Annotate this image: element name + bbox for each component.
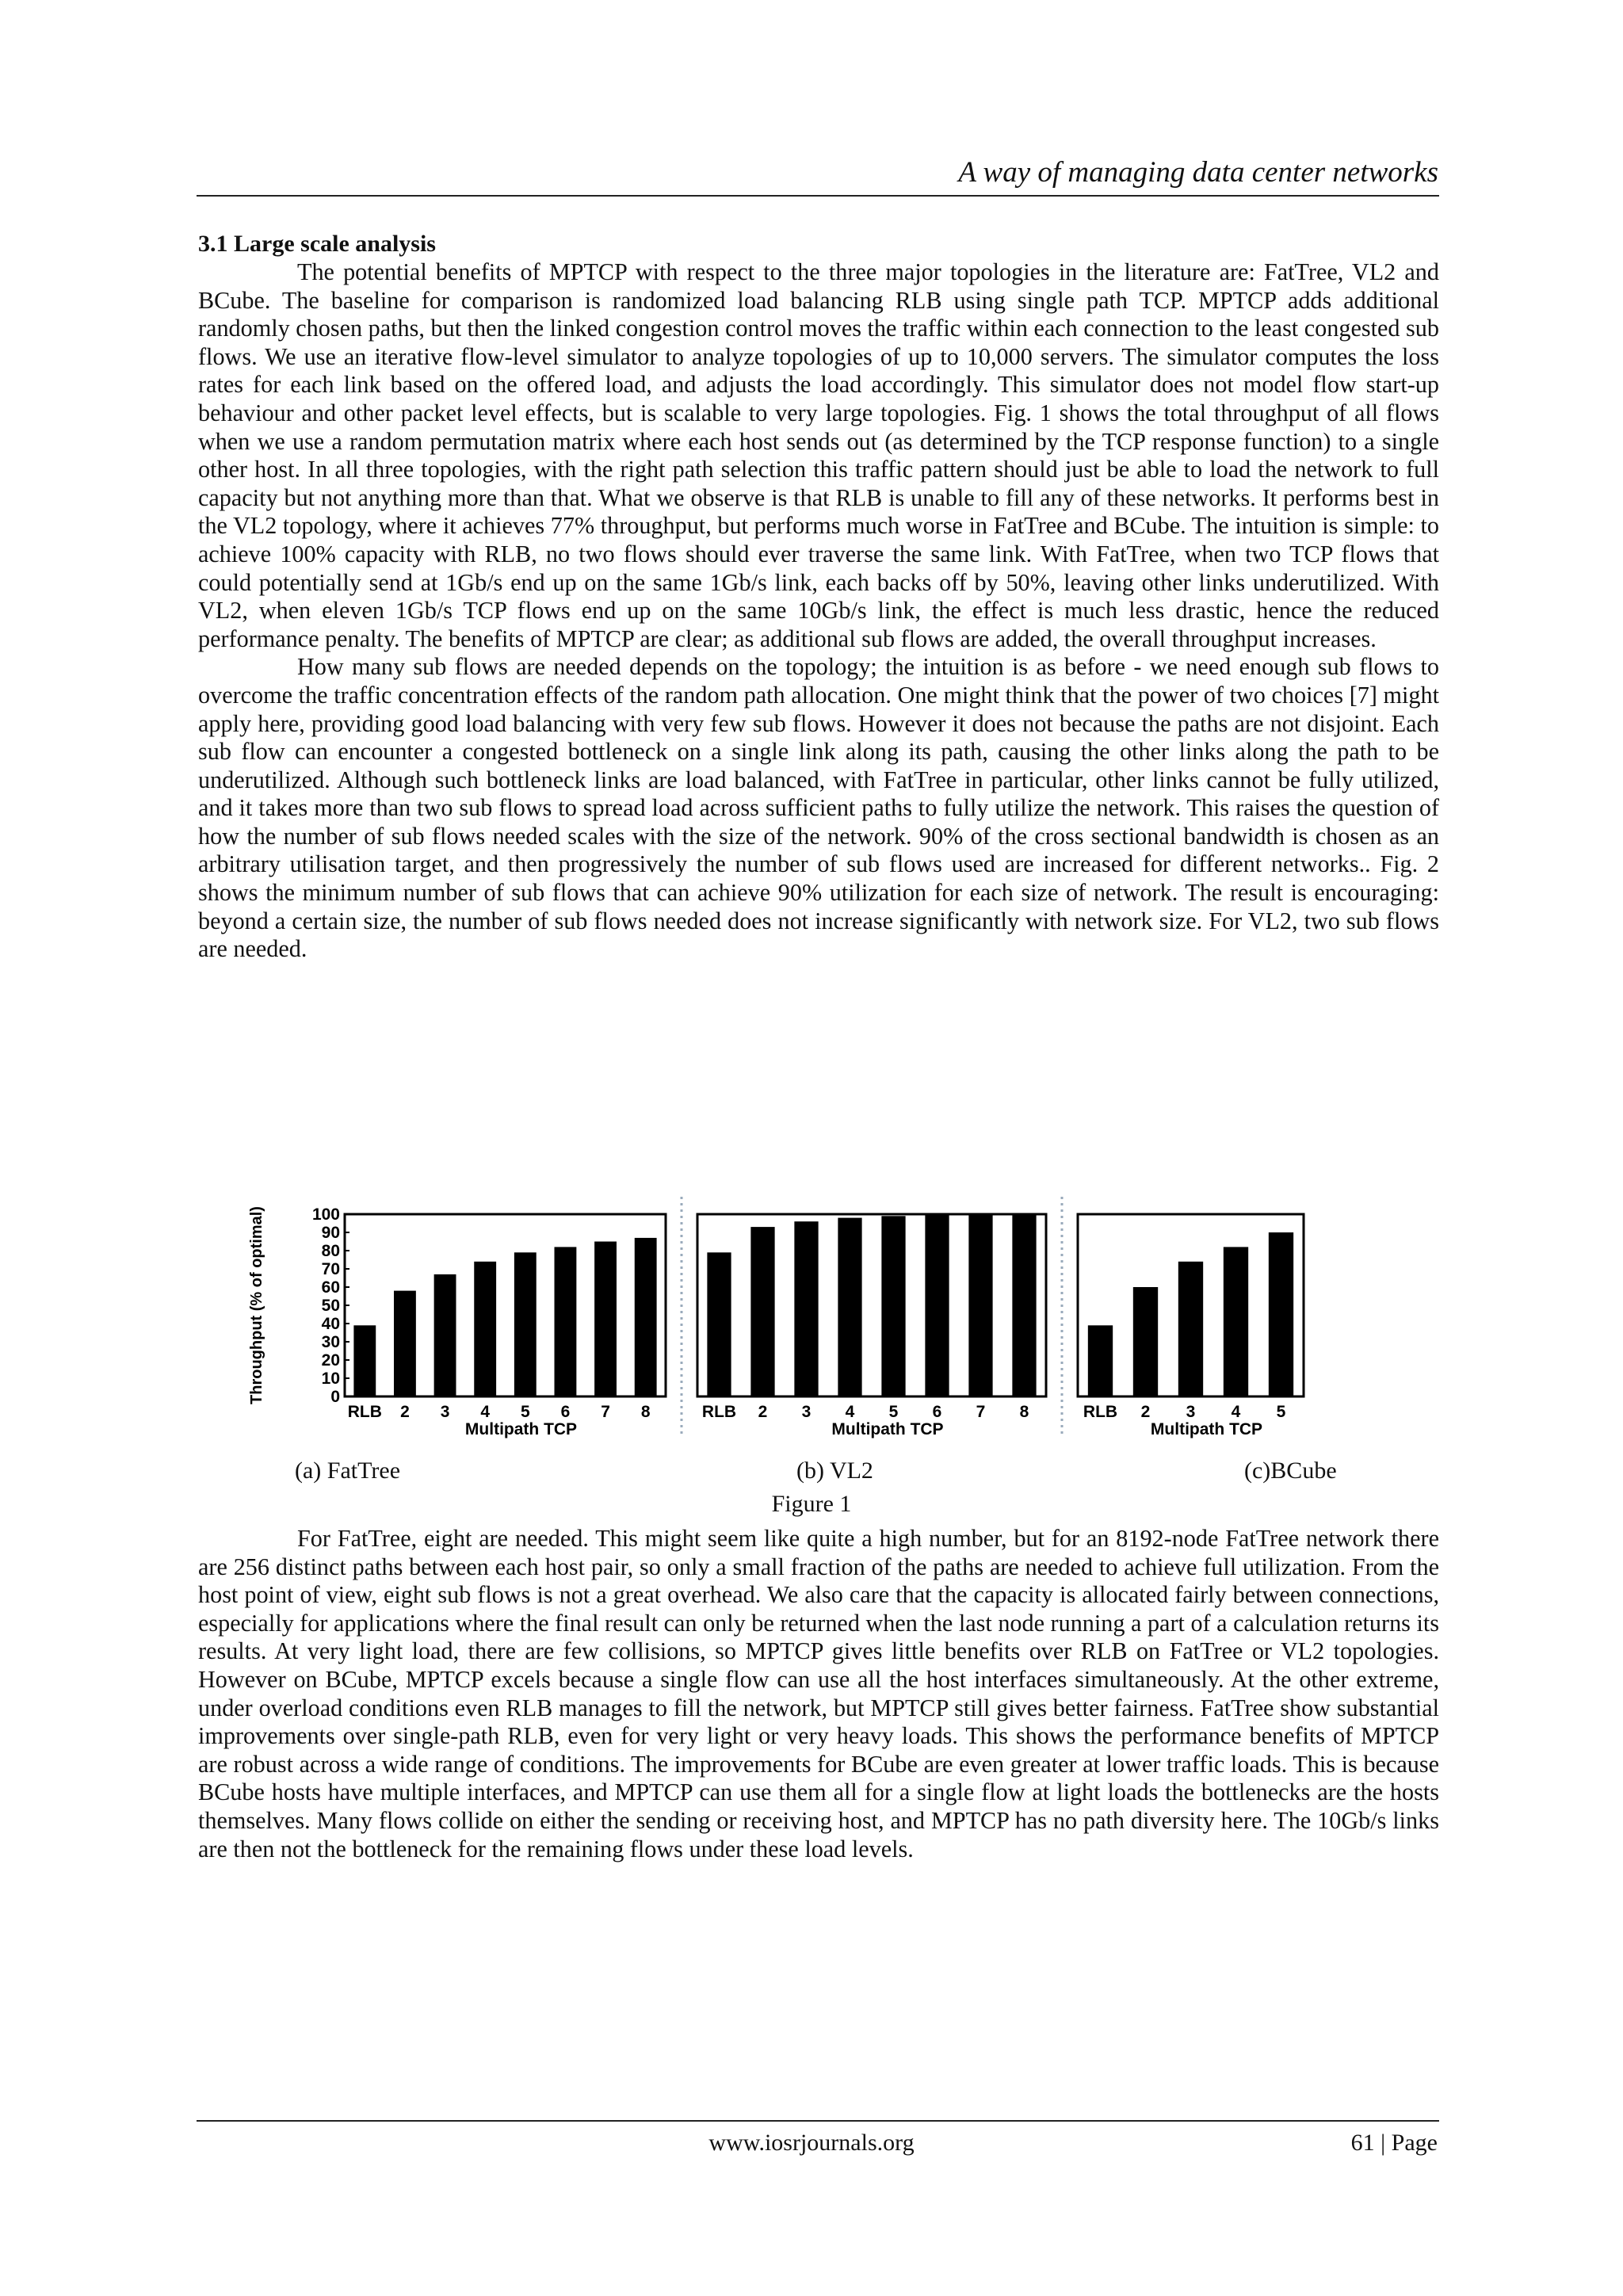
x-axis-label: Multipath TCP <box>464 1420 578 1438</box>
y-tick-label: 60 <box>321 1278 340 1297</box>
bar <box>1178 1262 1203 1396</box>
bar <box>555 1247 577 1396</box>
x-axis-label: Multipath TCP <box>1150 1420 1263 1438</box>
y-tick-label: 50 <box>321 1297 340 1315</box>
section-heading: 3.1 Large scale analysis <box>198 231 436 257</box>
x-tick-label: 6 <box>560 1403 571 1421</box>
y-tick-label: 90 <box>321 1224 340 1242</box>
bar <box>881 1216 905 1396</box>
y-tick-label: 10 <box>321 1370 340 1388</box>
bar <box>394 1291 416 1396</box>
plot-frame <box>345 1214 666 1396</box>
bar <box>514 1252 537 1396</box>
y-tick-label: 40 <box>321 1315 340 1333</box>
x-tick-label: 2 <box>1140 1403 1151 1421</box>
x-tick-label: 2 <box>758 1403 768 1421</box>
running-head: A way of managing data center networks <box>958 156 1438 189</box>
x-tick-label: 8 <box>1019 1403 1029 1421</box>
y-tick-label: 70 <box>321 1260 340 1278</box>
y-axis-label-group <box>248 1206 265 1404</box>
body-text-top <box>198 258 1439 964</box>
x-tick-label: 5 <box>1276 1403 1286 1421</box>
bar <box>838 1218 861 1396</box>
y-tick-label: 100 <box>311 1205 340 1224</box>
figure-1 <box>238 1197 1371 1458</box>
x-tick-label: 7 <box>601 1403 610 1421</box>
bar <box>1269 1232 1293 1396</box>
bar <box>925 1214 949 1396</box>
bar <box>1133 1287 1158 1396</box>
x-tick-label: 3 <box>440 1403 450 1421</box>
bar <box>635 1238 657 1396</box>
y-tick-label: 80 <box>321 1242 340 1260</box>
footer-rule <box>197 2120 1439 2122</box>
chart-panel-3 <box>1078 1214 1304 1438</box>
x-tick-label: RLB <box>1083 1403 1118 1421</box>
y-tick-label: 0 <box>330 1388 340 1406</box>
caption-vl2: (b) VL2 <box>796 1457 873 1484</box>
footer-url: www.iosrjournals.org <box>708 2130 915 2156</box>
bar <box>750 1227 774 1396</box>
x-tick-label: RLB <box>347 1403 382 1421</box>
y-axis-label: Throughput (% of optimal) <box>248 1206 265 1404</box>
paragraph: The potential benefits of MPTCP with respect to the three major topologies in the literature are: FatTree, VL2 and BCube. The baseline for comparison is randomized load balancing RLB using single path TCP. MPTCP adds additional randomly chosen paths, but then the linked congestion control moves the traffic within each connection to the least congested sub flows. We use an iterative flow-level simulator to analyze topologies of up to 10,000 servers. The simulator computes the loss rates for each link based on the offered load, and adjusts the load accordingly. This simulator does not model flow start-up behaviour and other packet level effects, but is scalable to very large topologies. Fig. 1 shows the total throughput of all flows when we use a random permutation matrix where each host sends out (as determined by the TCP response function) to a single other host. In all three topologies, with the right path selection this traffic pattern should just be able to load the network to full capacity but not anything more than that. What we observe is that RLB is unable to fill any of these networks. It performs best in the VL2 topology, where it achieves 77% throughput, but performs much worse in FatTree and BCube. The intuition is simple: to achieve 100% capacity with RLB, no two flows should ever traverse the same link. With FatTree, when two TCP flows that could potentially send at 1Gb/s end up on the same 1Gb/s link, each backs off by 50%, leaving other links underutilized. With VL2, when eleven 1Gb/s TCP flows end up on the same 10Gb/s link, the effect is much less drastic, hence the reduced performance penalty. The benefits of MPTCP are clear; as additional sub flows are added, the overall throughput increases. <box>198 258 1439 652</box>
page-number: 61 | Page <box>1350 2130 1438 2156</box>
bar <box>474 1262 496 1396</box>
x-tick-label: RLB <box>701 1403 737 1421</box>
bar <box>1012 1214 1036 1396</box>
x-axis-label: Multipath TCP <box>831 1420 944 1438</box>
y-tick-label: 20 <box>321 1351 340 1370</box>
bar <box>434 1274 456 1396</box>
chart-panel-1 <box>312 1205 666 1438</box>
figure-label: Figure 1 <box>771 1491 852 1517</box>
x-tick-label: 8 <box>640 1403 651 1421</box>
chart-panel-2 <box>697 1214 1046 1438</box>
bar <box>707 1252 731 1396</box>
plot-frame <box>697 1214 1046 1396</box>
y-tick-label: 30 <box>321 1333 340 1351</box>
x-tick-label: 6 <box>932 1403 942 1421</box>
bar <box>968 1214 992 1396</box>
header-rule <box>197 195 1439 197</box>
bar <box>594 1242 617 1397</box>
bar <box>794 1221 818 1396</box>
bar <box>353 1325 376 1396</box>
x-tick-label: 4 <box>480 1403 491 1421</box>
paragraph: For FatTree, eight are needed. This might seem like quite a high number, but for an 8192-node FatTree network there are 256 distinct paths between each host pair, so only a small fraction of the paths are needed to achieve full utilization. From the host point of view, eight sub flows is not a great overhead. We also care that the capacity is allocated fairly between connections, especially for applications where the final result can only be returned when the last node running a part of a calculation returns its results. At very light load, there are few collisions, so MPTCP gives little benefits over RLB on FatTree or VL2 topologies. However on BCube, MPTCP excels because a single flow can use all the host interfaces simultaneously. At the other extreme, under overload conditions even RLB manages to fill the network, but MPTCP still gives better fairness. FatTree show substantial improvements over single-path RLB, even for very light or very heavy loads. This shows the performance benefits of MPTCP are robust across a wide range of conditions. The improvements for BCube are even greater at lower traffic loads. This is because BCube hosts have multiple interfaces, and MPTCP can use them all for a single flow at light loads the bottlenecks are the hosts themselves. Many flows collide on either the sending or receiving host, and MPTCP has no path diversity here. The 10Gb/s links are then not the bottleneck for the remaining flows under these load levels. <box>198 1525 1439 1862</box>
body-text-bottom <box>198 1525 1439 1863</box>
x-tick-label: 5 <box>888 1403 899 1421</box>
bar <box>1088 1325 1113 1396</box>
x-tick-label: 2 <box>400 1403 410 1421</box>
x-tick-label: 3 <box>801 1403 812 1421</box>
x-tick-label: 5 <box>520 1403 530 1421</box>
caption-bcube: (c)BCube <box>1244 1457 1337 1484</box>
x-tick-label: 4 <box>1231 1403 1241 1421</box>
x-tick-label: 7 <box>976 1403 986 1421</box>
paragraph: How many sub flows are needed depends on the topology; the intuition is as before - we need enough sub flows to overcome the traffic concentration effects of the random path allocation. One might think that the power of two choices [7] might apply here, providing good load balancing with very few sub flows. However it does not because the paths are not disjoint. Each sub flow can encounter a congested bottleneck on a single link along its path, causing the other links along the path to be underutilized. Although such bottleneck links are load balanced, with FatTree in particular, other links cannot be fully utilized, and it takes more than two sub flows to spread load across sufficient paths to fully utilize the network. This raises the question of how the number of sub flows needed scales with the size of the network. 90% of the cross sectional bandwidth is chosen as an arbitrary utilisation target, and then progressively the number of sub flows used are increased for different networks.. Fig. 2 shows the minimum number of sub flows that can achieve 90% utilization for each size of network. The result is encouraging: beyond a certain size, the number of sub flows needed does not increase significantly with network size. For VL2, two sub flows are needed. <box>198 653 1439 963</box>
bar <box>1224 1247 1248 1396</box>
x-tick-label: 4 <box>845 1403 855 1421</box>
caption-fattree: (a) FatTree <box>295 1457 401 1484</box>
x-tick-label: 3 <box>1186 1403 1196 1421</box>
